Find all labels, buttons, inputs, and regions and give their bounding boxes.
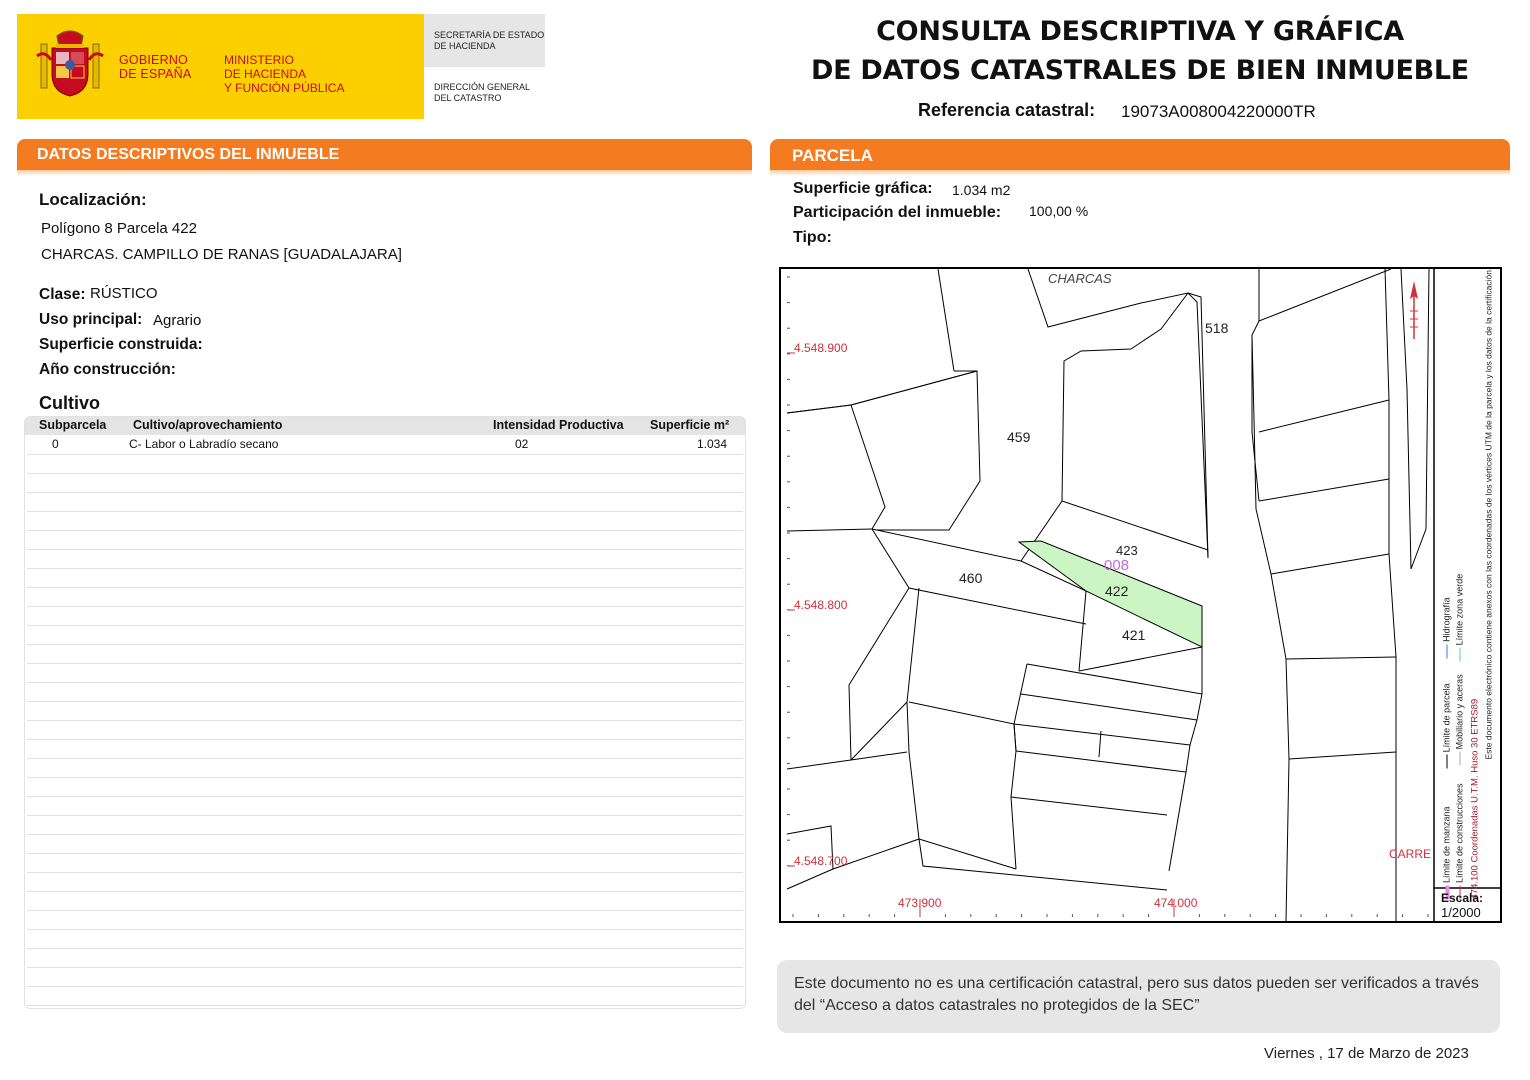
table-row-line bbox=[27, 720, 743, 721]
table-cell-intensidad: 02 bbox=[515, 437, 529, 451]
coordinate-marks bbox=[787, 353, 1174, 915]
clase-value: RÚSTICO bbox=[90, 285, 158, 302]
ref-label: Referencia catastral: bbox=[918, 100, 1096, 120]
table-row-line bbox=[27, 454, 743, 455]
table-row-line bbox=[27, 663, 743, 664]
col-subparcela: Subparcela bbox=[39, 418, 107, 432]
cultivo-title: Cultivo bbox=[39, 393, 100, 413]
col-superficie: Superficie m² bbox=[650, 418, 730, 432]
cultivo-table bbox=[24, 416, 746, 1009]
legend-rotated bbox=[1438, 267, 1498, 900]
escala-label: Escala: bbox=[1441, 891, 1484, 905]
col-cultivo: Cultivo/aprovechamiento bbox=[133, 418, 283, 432]
escala-value: 1/2000 bbox=[1441, 905, 1481, 920]
table-row-line bbox=[27, 948, 743, 949]
legend-mobiliario: Mobiliario y aceras bbox=[1454, 674, 1465, 750]
table-row-line bbox=[27, 473, 743, 474]
table-row-line bbox=[27, 625, 743, 626]
table-cell-superficie: 1.034 bbox=[697, 437, 728, 451]
coord-y-label-2: 4.548.800 bbox=[794, 598, 848, 612]
section-bar-shadow bbox=[770, 170, 1510, 176]
ministerio-text: MINISTERIO DE HACIENDA Y FUNCIÓN PÚBLICA bbox=[224, 53, 345, 95]
table-cell-cultivo: C- Labor o Labradío secano bbox=[129, 437, 279, 451]
superficie-grafica-label: Superficie gráfica: bbox=[793, 180, 933, 197]
page-title-line1: CONSULTA DESCRIPTIVA Y GRÁFICA bbox=[876, 16, 1404, 47]
clase-label: Clase: bbox=[39, 286, 86, 303]
disclaimer-notice: Este documento no es una certificación catastral, pero sus datos pueden ser verificados a través del “Acceso a datos catastrales no protegidos de la SEC” bbox=[777, 960, 1500, 1033]
coat-of-arms-icon bbox=[35, 26, 105, 102]
table-row-line bbox=[27, 682, 743, 683]
map-place-label: CHARCAS bbox=[1048, 271, 1112, 286]
table-row-line bbox=[27, 568, 743, 569]
section-title-prefix: DATOS DESCRIPTIVOS DEL bbox=[37, 146, 256, 163]
table-row-line bbox=[27, 739, 743, 740]
anio-construccion-label: Año construcción: bbox=[39, 361, 176, 378]
table-header bbox=[25, 417, 745, 435]
legend-manzana: Límite de manzana bbox=[1441, 806, 1452, 883]
legend-construcciones: Límite de construcciones bbox=[1454, 783, 1465, 883]
parcel-label-422: 422 bbox=[1105, 583, 1129, 599]
table-cell-subparcela: 0 bbox=[52, 437, 59, 451]
localizacion-line2: CHARCAS. CAMPILLO DE RANAS [GUADALAJARA] bbox=[41, 246, 402, 263]
table-row-line bbox=[27, 606, 743, 607]
table-row-line bbox=[27, 644, 743, 645]
parcel-label-421: 421 bbox=[1122, 627, 1146, 643]
table-row-line bbox=[27, 587, 743, 588]
section-title-bold: INMUEBLE bbox=[255, 146, 340, 163]
table-row-line bbox=[27, 967, 743, 968]
doc-note: Este documento electrónico contiene anexos con las coordenadas de los vértices UTM de la parcela y los datos de la certificación. bbox=[1483, 267, 1494, 760]
table-row-line bbox=[27, 1005, 743, 1006]
table-row-line bbox=[27, 815, 743, 816]
direccion-text: DIRECCIÓN GENERAL DEL CATASTRO bbox=[434, 82, 531, 103]
parcel-map-drawing bbox=[781, 269, 1500, 921]
participacion-value: 100,00 % bbox=[1029, 203, 1089, 219]
superficie-construida-label: Superficie construida: bbox=[39, 336, 203, 353]
table-row-line bbox=[27, 701, 743, 702]
superficie-grafica-value: 1.034 m2 bbox=[952, 182, 1011, 198]
table-row-line bbox=[27, 549, 743, 550]
parcel-label-518: 518 bbox=[1205, 320, 1229, 336]
parcel-label-423: 423 bbox=[1116, 543, 1138, 558]
parcela-title: PARCELA bbox=[792, 146, 873, 165]
table-row-line bbox=[27, 910, 743, 911]
table-row-line bbox=[27, 511, 743, 512]
tipo-label: Tipo: bbox=[793, 229, 832, 246]
cadastral-map bbox=[779, 267, 1502, 923]
legend-parcela: Límite de parcela bbox=[1441, 683, 1452, 753]
table-row-line bbox=[27, 834, 743, 835]
table-row-line bbox=[27, 853, 743, 854]
legend-zona-verde: Límite zona verde bbox=[1454, 573, 1465, 646]
polygon-label-008: 008 bbox=[1104, 557, 1130, 574]
north-arrow-icon bbox=[1410, 281, 1418, 339]
coord-y-label-1: 4.548.900 bbox=[794, 341, 848, 355]
parcel-label-459: 459 bbox=[1007, 429, 1031, 445]
participacion-label: Participación del inmueble: bbox=[793, 204, 1002, 221]
localizacion-label: Localización: bbox=[39, 190, 147, 209]
table-row-line bbox=[27, 796, 743, 797]
road-label: CARRE bbox=[1389, 847, 1432, 861]
localizacion-line1: Polígono 8 Parcela 422 bbox=[41, 220, 197, 237]
table-row-line bbox=[27, 929, 743, 930]
col-intensidad: Intensidad Productiva bbox=[493, 418, 624, 432]
section-bar-shadow bbox=[17, 170, 752, 176]
table-row-line bbox=[27, 777, 743, 778]
coord-x-label-2: 474.000 bbox=[1154, 896, 1198, 910]
ref-value: 19073A008004220000TR bbox=[1121, 102, 1316, 121]
table-row-line bbox=[27, 530, 743, 531]
table-row-line bbox=[27, 986, 743, 987]
gobierno-text: GOBIERNO DE ESPAÑA bbox=[119, 53, 192, 81]
section-bar-datos bbox=[17, 139, 752, 170]
uso-label: Uso principal: bbox=[39, 311, 143, 328]
table-row-line bbox=[27, 492, 743, 493]
secretaria-text: SECRETARÍA DE ESTADO DE HACIENDA bbox=[434, 30, 545, 51]
utm-note: 474.100 Coordenadas U.T.M. Huso 30 ETRS89 bbox=[1469, 698, 1481, 900]
table-row-line bbox=[27, 872, 743, 873]
legend-hidrografia: Hidrografía bbox=[1441, 597, 1452, 642]
coord-y-label-3: 4.548.700 bbox=[794, 854, 848, 868]
table-row-line bbox=[27, 758, 743, 759]
uso-value: Agrario bbox=[153, 312, 202, 329]
table-row-line bbox=[27, 891, 743, 892]
page-title-line2: DE DATOS CATASTRALES DE BIEN INMUEBLE bbox=[811, 55, 1469, 86]
parcel-label-460: 460 bbox=[959, 570, 983, 586]
coord-x-label-1: 473.900 bbox=[898, 896, 942, 910]
footer-date: Viernes , 17 de Marzo de 2023 bbox=[1264, 1045, 1469, 1062]
section-bar-parcela bbox=[770, 139, 1510, 170]
